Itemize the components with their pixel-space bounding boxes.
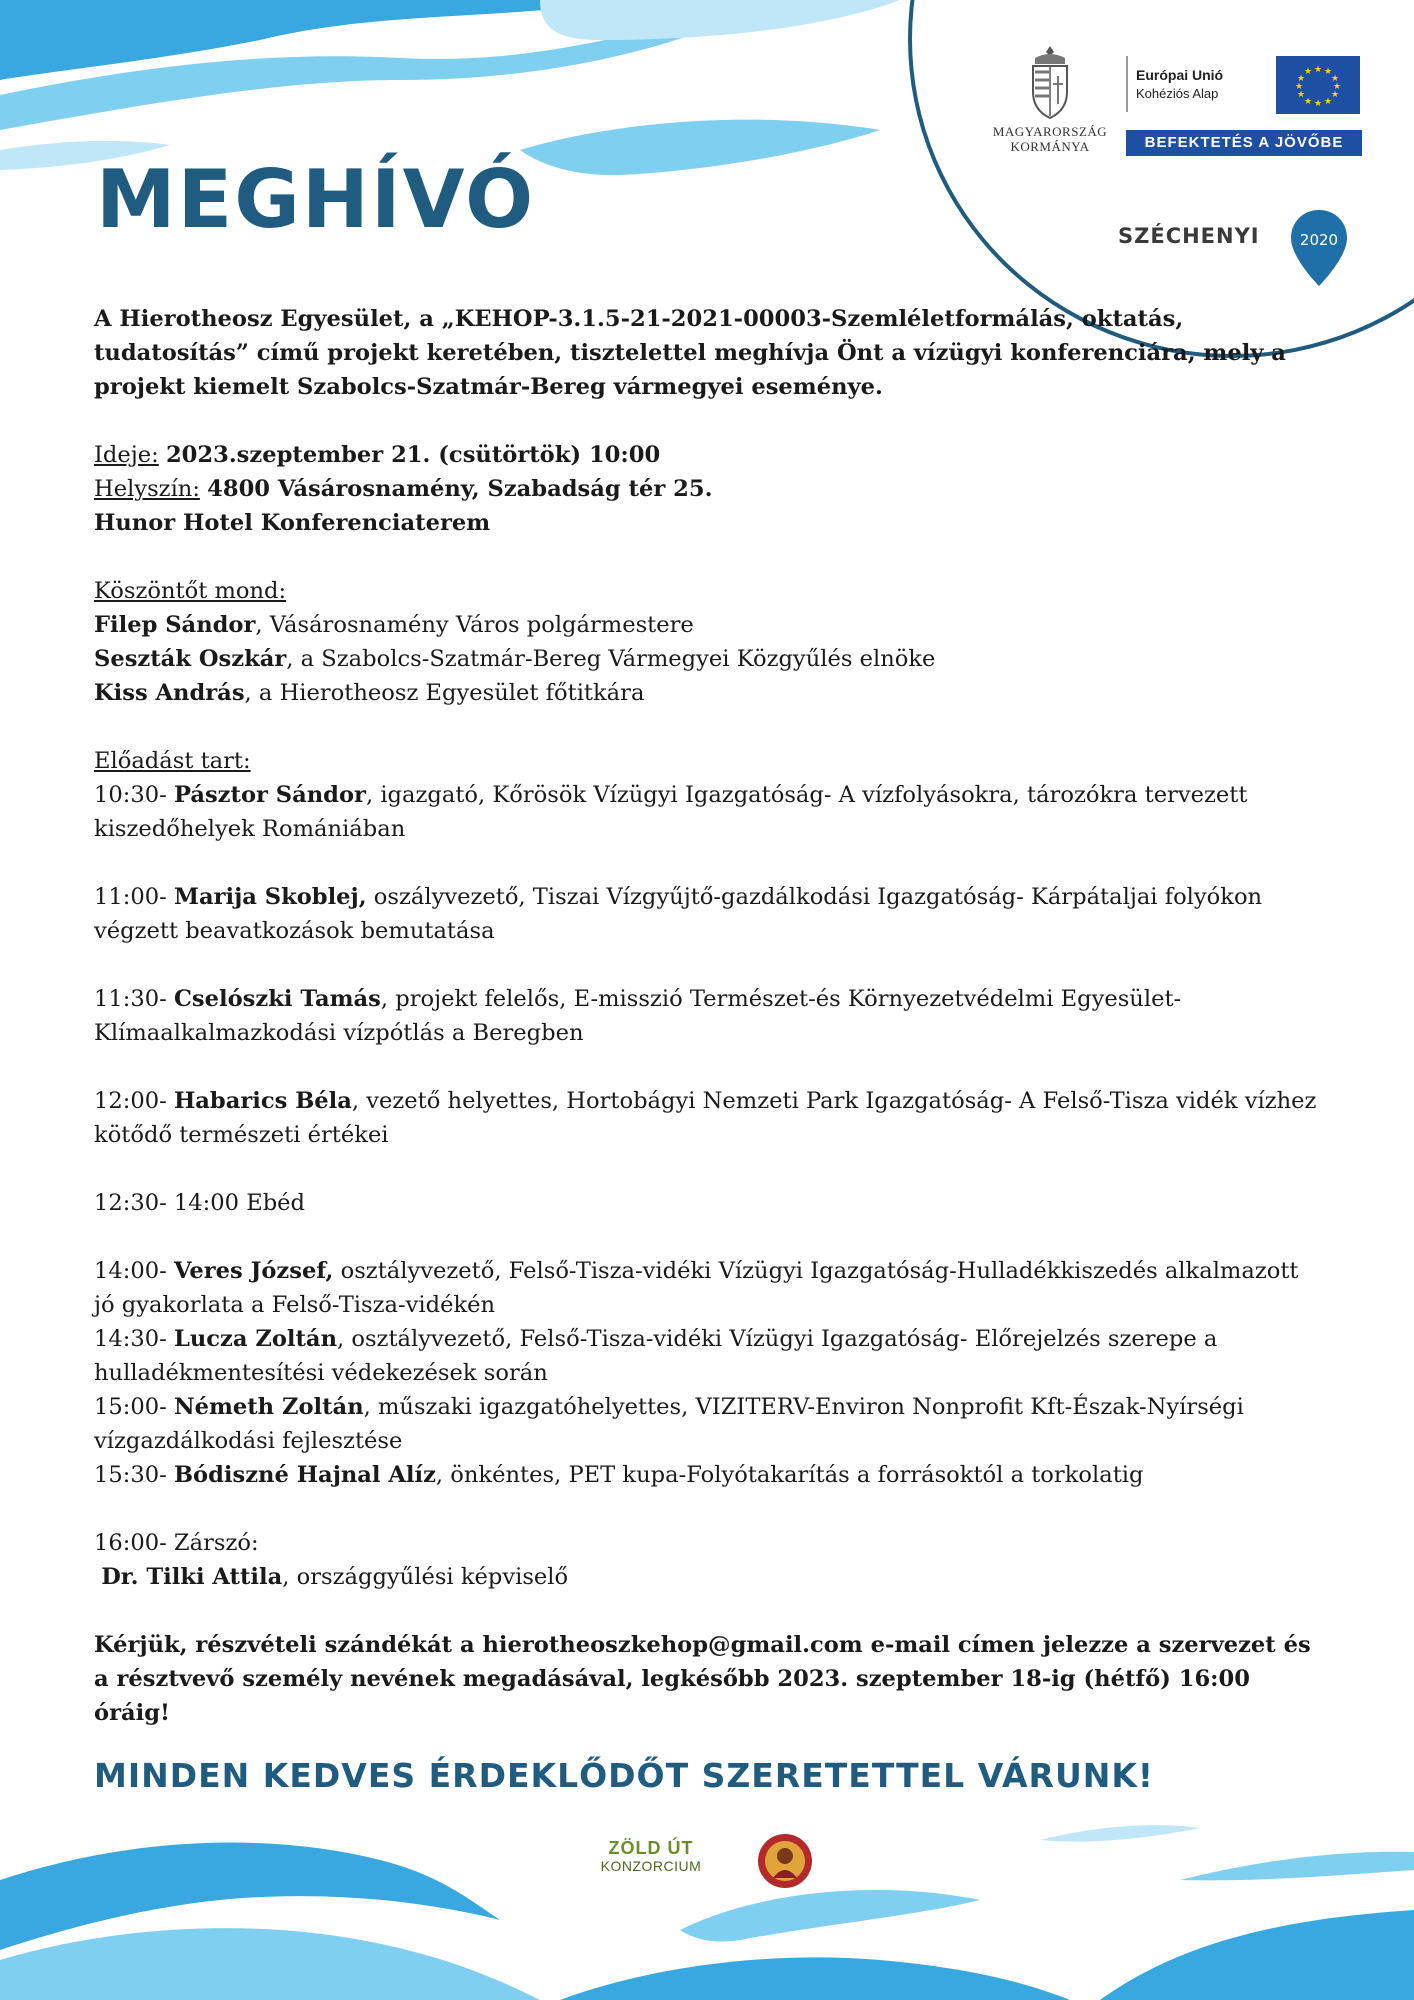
time-value: 2023.szeptember 21. (csütörtök) 10:00: [165, 442, 661, 468]
rsvp-paragraph: [94, 1628, 1324, 1730]
eu-line1: Európai Unió: [1136, 67, 1224, 83]
greeting-role: , a Szabolcs-Szatmár-Bereg Vármegyei Közgyűlés elnöke: [286, 646, 936, 672]
talk-speaker: Lucza Zoltán: [173, 1326, 337, 1352]
talk-description: , önkéntes, PET kupa-Folyótakarítás a forrásoktól a torkolatig: [435, 1462, 1144, 1488]
greeting-role: , Vásárosnamény Város polgármestere: [255, 612, 694, 638]
svg-text:★: ★: [1296, 74, 1306, 84]
talk-time: 14:30-: [94, 1326, 167, 1352]
talk-description: osztályvezető, Felső-Tisza-vidéki Vízügyi Igazgatóság-Hulladékkiszedés alkalmazott jó gyakorlata a Felső-Tisza-vidékén: [94, 1258, 1299, 1318]
talk-item: [94, 778, 1324, 846]
coat-of-arms-icon: [1025, 44, 1075, 120]
svg-text:★: ★: [1323, 67, 1333, 77]
map-pin-icon: [1288, 208, 1350, 288]
talk-time: 15:30-: [94, 1462, 167, 1488]
talk-time: 10:30-: [94, 782, 167, 808]
talk-item: [94, 982, 1324, 1050]
talk-speaker: Németh Zoltán: [173, 1394, 364, 1420]
talk-time: 14:00-: [94, 1258, 167, 1284]
greeting-name: Filep Sándor: [94, 612, 256, 638]
talk-description: , osztályvezető, Felső-Tisza-vidéki Vízügyi Igazgatóság- Előrejelzés szerepe a hulladékmentesítési védekezések során: [94, 1326, 1218, 1386]
closing-role: , országgyűlési képviselő: [282, 1564, 569, 1590]
svg-text:★: ★: [1330, 90, 1340, 100]
venue-value: Hunor Hotel Konferenciaterem: [94, 510, 491, 536]
closing-slogan: MINDEN KEDVES ÉRDEKLŐDŐT SZERETETTEL VÁRUNK!: [94, 1756, 1154, 1795]
talk-speaker: Cselószki Tamás: [173, 986, 381, 1012]
zold-ut-konzorcium-logo: [596, 1838, 706, 1874]
eu-banner: BEFEKTETÉS A JÖVŐBE: [1126, 130, 1362, 156]
talk-time: 11:00-: [94, 884, 167, 910]
svg-text:★: ★: [1303, 97, 1313, 107]
talks-label: Előadást tart:: [94, 748, 251, 774]
talk-item: [94, 1390, 1324, 1458]
talk-speaker: Veres József,: [173, 1258, 334, 1284]
hierotheosz-logo-icon: [756, 1832, 814, 1890]
rsvp-text: Kérjük, részvételi szándékát a hierotheoszkehop@gmail.com e-mail címen jelezze a szervezet és a résztvevő személy nevének megadásával, legkésőbb 2023. szeptember 18-ig (hétfő) 16:00 óráig!: [94, 1632, 1311, 1726]
lunch-line: 12:30- 14:00 Ebéd: [94, 1190, 306, 1216]
gov-logo-line1: MAGYARORSZÁG: [992, 124, 1108, 139]
svg-text:★: ★: [1294, 82, 1304, 92]
svg-text:★: ★: [1332, 82, 1342, 92]
svg-text:★: ★: [1296, 90, 1306, 100]
talk-description: oszályvezető, Tiszai Vízgyűjtő-gazdálkodási Igazgatóság- Kárpátaljai folyókon végzett beavatkozások bemutatása: [94, 884, 1263, 944]
talk-item: [94, 880, 1324, 948]
intro-text: A Hierotheosz Egyesület, a „KEHOP-3.1.5-21-2021-00003-Szemléletformálás, oktatás, tudatosítás” című projekt keretében, tisztelettel meghívja Önt a vízügyi konferenciára, mely a projekt kiemelt Szabolcs-Szatmár-Bereg vármegyei eseménye.: [94, 306, 1286, 400]
greeting-item: [94, 676, 1324, 710]
talk-description: , projekt felelős, E-misszió Természet-és Környezetvédelmi Egyesület- Klímaalkalmazkodási vízpótlás a Beregben: [94, 986, 1182, 1046]
eu-divider: [1126, 56, 1128, 112]
talk-description: , igazgató, Kőrösök Vízügyi Igazgatóság- A vízfolyásokra, tározókra tervezett kiszedőhelyek Romániában: [94, 782, 1248, 842]
greeting-item: [94, 642, 1324, 676]
talk-speaker: Pásztor Sándor: [173, 782, 366, 808]
szechenyi-text: SZÉCHENYI: [1118, 224, 1260, 248]
greetings-label: Köszöntőt mond:: [94, 578, 287, 604]
talk-time: 11:30-: [94, 986, 167, 1012]
venue-line: [94, 506, 1324, 540]
svg-text:★: ★: [1303, 67, 1313, 77]
eu-flag-icon: [1276, 56, 1360, 114]
talk-speaker: Marija Skoblej,: [173, 884, 367, 910]
zold-logo-line1: ZÖLD ÚT: [608, 1838, 694, 1858]
greeting-role: , a Hierotheosz Egyesület főtitkára: [244, 680, 645, 706]
place-line: [94, 472, 1324, 506]
hungarian-government-logo: [990, 44, 1110, 154]
eu-line2: Kohéziós Alap: [1136, 86, 1219, 101]
greeting-name: Seszták Oszkár: [94, 646, 287, 672]
talks-label-line: [94, 744, 1324, 778]
greetings-label-line: [94, 574, 1324, 608]
svg-text:★: ★: [1313, 65, 1323, 75]
place-label: Helyszín:: [94, 476, 200, 502]
talk-speaker: Habarics Béla: [173, 1088, 352, 1114]
talk-item: [94, 1084, 1324, 1152]
svg-text:★: ★: [1330, 74, 1340, 84]
gov-logo-line2: KORMÁNYA: [1010, 139, 1090, 154]
closing-speaker-line: [94, 1560, 1324, 1594]
greeting-item: [94, 608, 1324, 642]
time-label: Ideje:: [94, 442, 159, 468]
szechenyi-year: 2020: [1299, 231, 1339, 249]
talk-description: , vezető helyettes, Hortobágyi Nemzeti Park Igazgatóság- A Felső-Tisza vidék vízhez kötődő természeti értékei: [94, 1088, 1317, 1148]
closing-speaker: Dr. Tilki Attila: [101, 1564, 283, 1590]
talk-item: [94, 1254, 1324, 1322]
talk-speaker: Bódiszné Hajnal Alíz: [173, 1462, 436, 1488]
svg-text:★: ★: [1323, 97, 1333, 107]
invitation-body: [94, 302, 1324, 1730]
talk-item: [94, 1322, 1324, 1390]
place-value: 4800 Vásárosnamény, Szabadság tér 25.: [207, 476, 713, 502]
svg-text:★: ★: [1313, 99, 1323, 109]
closing-time-line: 16:00- Zárszó:: [94, 1530, 259, 1556]
time-line: [94, 438, 1324, 472]
talk-description: , műszaki igazgatóhelyettes, VIZITERV-Environ Nonprofit Kft-Észak-Nyírségi vízgazdálkodási fejlesztése: [94, 1394, 1244, 1454]
talk-item: [94, 1458, 1324, 1492]
talk-time: 12:00-: [94, 1088, 167, 1114]
zold-logo-line2: KONZORCIUM: [600, 1858, 702, 1874]
partner-logos: [596, 1832, 826, 1892]
intro-paragraph: [94, 302, 1324, 404]
eu-text: [1136, 66, 1223, 103]
talk-time: 15:00-: [94, 1394, 167, 1420]
page-title: MEGHÍVÓ: [96, 153, 536, 246]
greeting-name: Kiss András: [94, 680, 245, 706]
